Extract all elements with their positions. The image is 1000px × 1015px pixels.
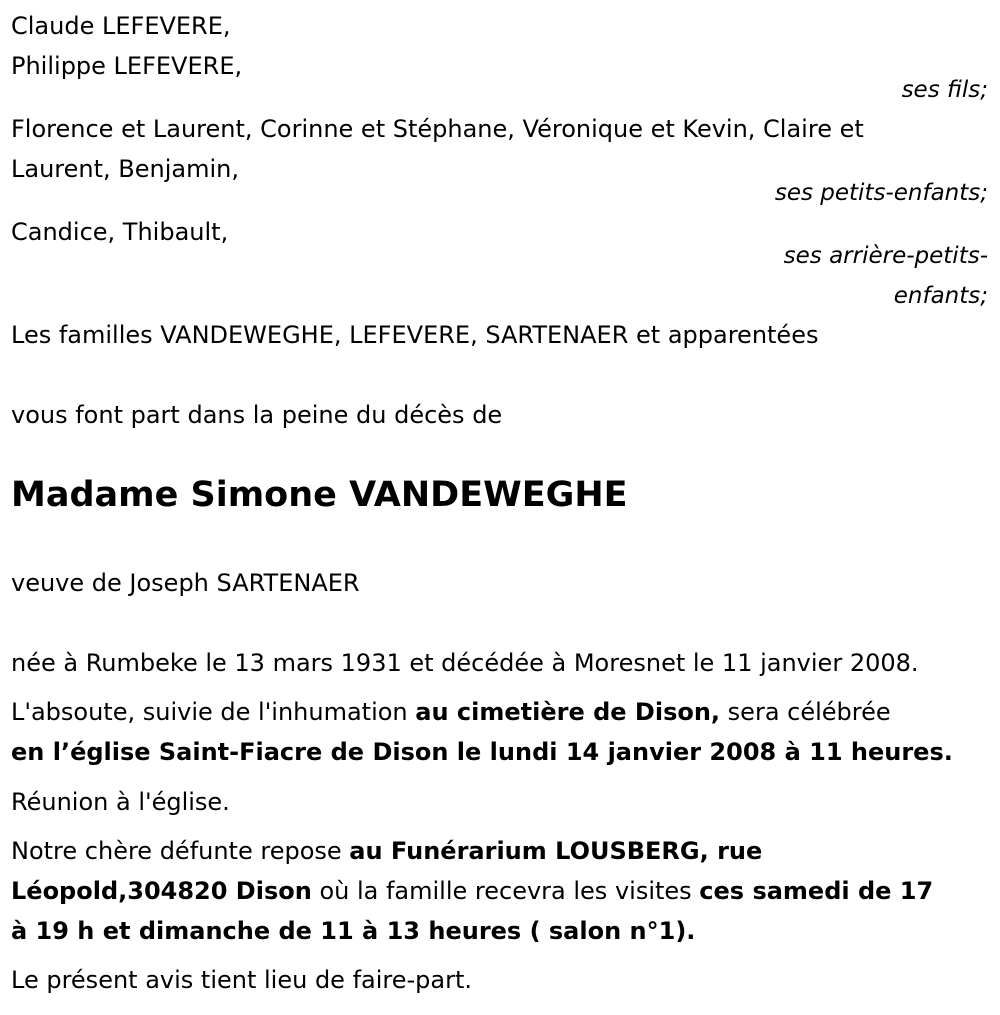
grandchildren-line: Florence et Laurent, Corinne et Stéphane, Véronique et Kevin, Claire et: [11, 115, 864, 143]
closing-line: Le présent avis tient lieu de faire-part.: [11, 966, 473, 994]
service-text: sera célébrée: [720, 698, 891, 726]
rest-text: Notre chère défunte repose: [11, 837, 350, 865]
son-name: Claude LEFEVERE,: [11, 12, 231, 40]
service-line-2: [11, 732, 953, 772]
widow-of-line: veuve de Joseph SARTENAER: [11, 569, 360, 597]
deceased-name: Madame Simone VANDEWEGHE: [11, 475, 628, 515]
son-name: Philippe LEFEVERE,: [11, 52, 243, 80]
relation-great-grandchildren-line2: enfants;: [893, 283, 988, 309]
service-church-date: en l’église Saint-Fiacre de Dison le lundi 14 janvier 2008 à 11 heures.: [11, 738, 953, 766]
service-line-1: [11, 692, 891, 732]
rest-line-2: [11, 871, 933, 911]
meeting-line: Réunion à l'église.: [11, 788, 230, 816]
grandchildren-line: Laurent, Benjamin,: [11, 155, 239, 183]
service-text: L'absoute, suivie de l'inhumation: [11, 698, 416, 726]
great-grandchildren-names: Candice, Thibault,: [11, 218, 229, 246]
visit-hours: ces samedi de 17: [699, 877, 934, 905]
service-location: au cimetière de Dison,: [415, 698, 721, 726]
rest-text: où la famille recevra les visites: [311, 877, 700, 905]
birth-death-line: née à Rumbeke le 13 mars 1931 et décédée à Moresnet le 11 janvier 2008.: [11, 649, 919, 677]
relation-grandchildren: ses petits-enfants;: [774, 180, 988, 206]
relation-great-grandchildren-line1: ses arrière-petits-: [783, 243, 988, 269]
funeral-home: au Funérarium LOUSBERG, rue: [349, 837, 763, 865]
visit-hours: à 19 h et dimanche de 11 à 13 heures ( salon n°1).: [11, 917, 696, 945]
rest-line-3: [11, 911, 695, 951]
rest-line-1: [11, 831, 762, 871]
funeral-home-address: Léopold,304820 Dison: [11, 877, 312, 905]
families-line: Les familles VANDEWEGHE, LEFEVERE, SARTENAER et apparentées: [11, 321, 819, 349]
relation-sons: ses fils;: [901, 77, 988, 103]
announce-line: vous font part dans la peine du décès de: [11, 401, 503, 429]
